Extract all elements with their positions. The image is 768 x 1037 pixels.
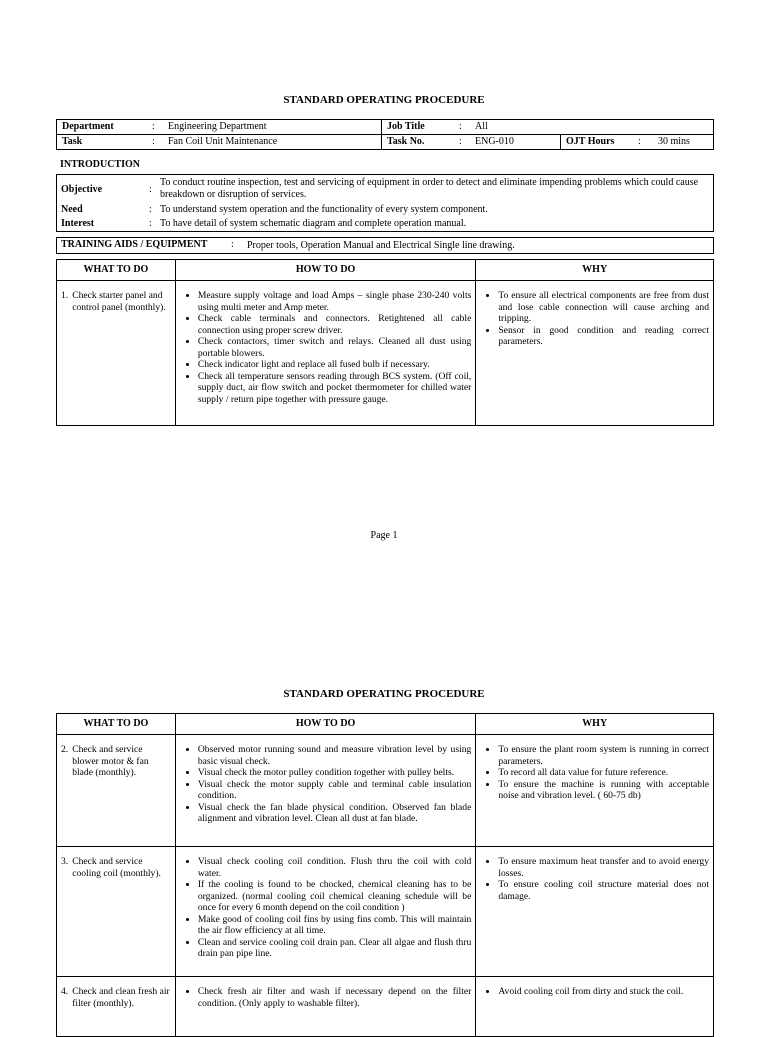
- bullet-item: • Sensor in good condition and reading correct parameters.: [498, 325, 709, 348]
- why-cell: [476, 847, 714, 977]
- need-text: To understand system operation and the functionality of every system component.: [160, 204, 488, 215]
- training-aids-box: [56, 237, 714, 254]
- page1-rows: [57, 281, 714, 426]
- colon: :: [152, 121, 155, 132]
- training-aids-label: TRAINING AIDS / EQUIPMENT: [61, 239, 208, 250]
- objective-row: [61, 177, 711, 203]
- why-cell-list: [480, 856, 709, 902]
- col-what-header: WHAT TO DO: [57, 714, 176, 735]
- how-to-do-cell: [175, 735, 475, 847]
- bullet-item: • Check fresh air filter and wash if necessary depend on the filter condition. (Only apply to washable filter).: [198, 986, 471, 1009]
- step-text: Check and clean fresh air filter (monthly).: [72, 986, 170, 1009]
- col-how-header: HOW TO DO: [175, 260, 475, 281]
- why-cell-list: [480, 290, 709, 348]
- why-cell-list: [480, 744, 709, 802]
- ojt-label: OJT Hours: [561, 135, 634, 150]
- bullet-item: • Visual check the motor pulley condition together with pulley belts.: [198, 767, 471, 779]
- bullet-item: • Make good of cooling coil fins by using fins comb. This will maintain the air flow efficiency at all time.: [198, 914, 471, 937]
- bullet-item: • To ensure the plant room system is running in correct parameters.: [498, 744, 709, 767]
- need-row: [61, 204, 711, 217]
- sop-table-page-1: [56, 259, 714, 426]
- page-title: STANDARD OPERATING PROCEDURE: [283, 94, 485, 106]
- bullet-item: • Visual check the motor supply cable and terminal cable insulation condition.: [198, 779, 471, 802]
- bullet-item: • Visual check cooling coil condition. Flush thru the coil with cold water.: [198, 856, 471, 879]
- department-value: Engineering Department: [168, 121, 267, 132]
- step-text: Check starter panel and control panel (monthly).: [72, 290, 166, 313]
- task-value: Fan Coil Unit Maintenance: [168, 136, 278, 147]
- department-label: Department: [62, 121, 114, 132]
- colon: :: [459, 121, 462, 132]
- how-to-do-cell-list: [180, 856, 471, 960]
- bullet-item: • Avoid cooling coil from dirty and stuck the coil.: [498, 986, 709, 998]
- bullet-item: • To ensure the machine is running with acceptable noise and vibration level. ( 60-75 db): [498, 779, 709, 802]
- col-why-header: WHY: [476, 714, 714, 735]
- step-number: 4.: [61, 986, 69, 997]
- interest-label: Interest: [61, 218, 95, 229]
- header-table: [56, 119, 714, 150]
- interest-text: To have detail of system schematic diagram and complete operation manual.: [160, 218, 467, 229]
- step-text: Check and service cooling coil (monthly).: [72, 856, 161, 879]
- colon: :: [231, 239, 234, 250]
- colon: :: [149, 204, 152, 215]
- page-number: Page 1: [370, 530, 398, 541]
- how-to-do-cell-list: [180, 986, 471, 1009]
- what-to-do-cell: [57, 281, 176, 426]
- bullet-item: • To ensure cooling coil structure material does not damage.: [498, 879, 709, 902]
- colon: :: [152, 136, 155, 147]
- introduction-label: INTRODUCTION: [60, 159, 141, 170]
- bullet-item: • To ensure maximum heat transfer and to avoid energy losses.: [498, 856, 709, 879]
- col-what-header: WHAT TO DO: [57, 260, 176, 281]
- how-to-do-cell: [175, 847, 475, 977]
- bullet-item: • Check contactors, timer switch and relays. Cleaned all dust using portable blowers.: [198, 336, 471, 359]
- why-cell: [476, 281, 714, 426]
- step-number: 1.: [61, 290, 69, 301]
- bullet-item: • Observed motor running sound and measure vibration level by using basic visual check.: [198, 744, 471, 767]
- how-to-do-cell: [175, 977, 475, 1037]
- why-cell: [476, 977, 714, 1037]
- task-no-label: Task No.: [382, 135, 455, 150]
- step-number: 3.: [61, 856, 69, 867]
- colon: :: [459, 136, 462, 147]
- task-label: Task: [62, 136, 83, 147]
- ojt-value: 30 mins: [658, 136, 690, 147]
- page2-rows: [57, 735, 714, 1037]
- bullet-item: • Check indicator light and replace all fused bulb if necessary.: [198, 359, 471, 371]
- how-to-do-cell: [175, 281, 475, 426]
- how-to-do-cell-list: [180, 744, 471, 825]
- interest-row: [61, 218, 711, 231]
- bullet-item: • Clean and service cooling coil drain pan. Clear all algae and flush thru drain pan pipe line.: [198, 937, 471, 960]
- procedure-row: [57, 281, 714, 426]
- bullet-item: • Check cable terminals and connectors. Retightened all cable connection using proper screw driver.: [198, 313, 471, 336]
- sop-table-page-2: [56, 713, 714, 1037]
- why-cell: [476, 735, 714, 847]
- procedure-row: [57, 735, 714, 847]
- how-to-do-cell-list: [180, 290, 471, 405]
- training-aids-text: Proper tools, Operation Manual and Electrical Single line drawing.: [247, 240, 515, 251]
- bullet-item: • Measure supply voltage and load Amps – single phase 230-240 volts using multi meter and Amp meter.: [198, 290, 471, 313]
- task-no-value: ENG-010: [475, 136, 514, 147]
- job-title-value: All: [475, 121, 488, 132]
- bullet-item: • Check all temperature sensors reading through BCS system. (Off coil, supply duct, air flow switch and pocket thermometer for chilled water supply / return pipe together with pressure gauge.: [198, 371, 471, 406]
- what-to-do-cell: [57, 977, 176, 1037]
- procedure-row: [57, 977, 714, 1037]
- bullet-item: • To ensure all electrical components are free from dust and lose cable connection will cause arching and tripping.: [498, 290, 709, 325]
- what-to-do-cell: [57, 735, 176, 847]
- need-label: Need: [61, 204, 83, 215]
- why-cell-list: [480, 986, 709, 998]
- col-how-header: HOW TO DO: [175, 714, 475, 735]
- colon: :: [149, 184, 152, 195]
- colon: :: [638, 136, 641, 147]
- step-text: Check and service blower motor & fan blade (monthly).: [72, 744, 149, 778]
- col-why-header: WHY: [476, 260, 714, 281]
- colon: :: [149, 218, 152, 229]
- introduction-box: [56, 174, 714, 232]
- step-number: 2.: [61, 744, 69, 755]
- bullet-item: • Visual check the fan blade physical condition. Observed fan blade alignment and vibration level. Clean all dust at fan blade.: [198, 802, 471, 825]
- objective-label: Objective: [61, 184, 103, 195]
- procedure-row: [57, 847, 714, 977]
- objective-text: To conduct routine inspection, test and servicing of equipment in order to detect and eliminate impending problems which could cause breakdown or disruption of services.: [160, 177, 699, 200]
- bullet-item: • If the cooling is found to be chocked, chemical cleaning has to be organized. (normal cooling coil chemical cleaning schedule will be once for every 6 month depend on the coil condition ): [198, 879, 471, 914]
- what-to-do-cell: [57, 847, 176, 977]
- job-title-label: Job Title: [382, 120, 455, 135]
- bullet-item: • To record all data value for future reference.: [498, 767, 709, 779]
- page-title: STANDARD OPERATING PROCEDURE: [283, 688, 485, 700]
